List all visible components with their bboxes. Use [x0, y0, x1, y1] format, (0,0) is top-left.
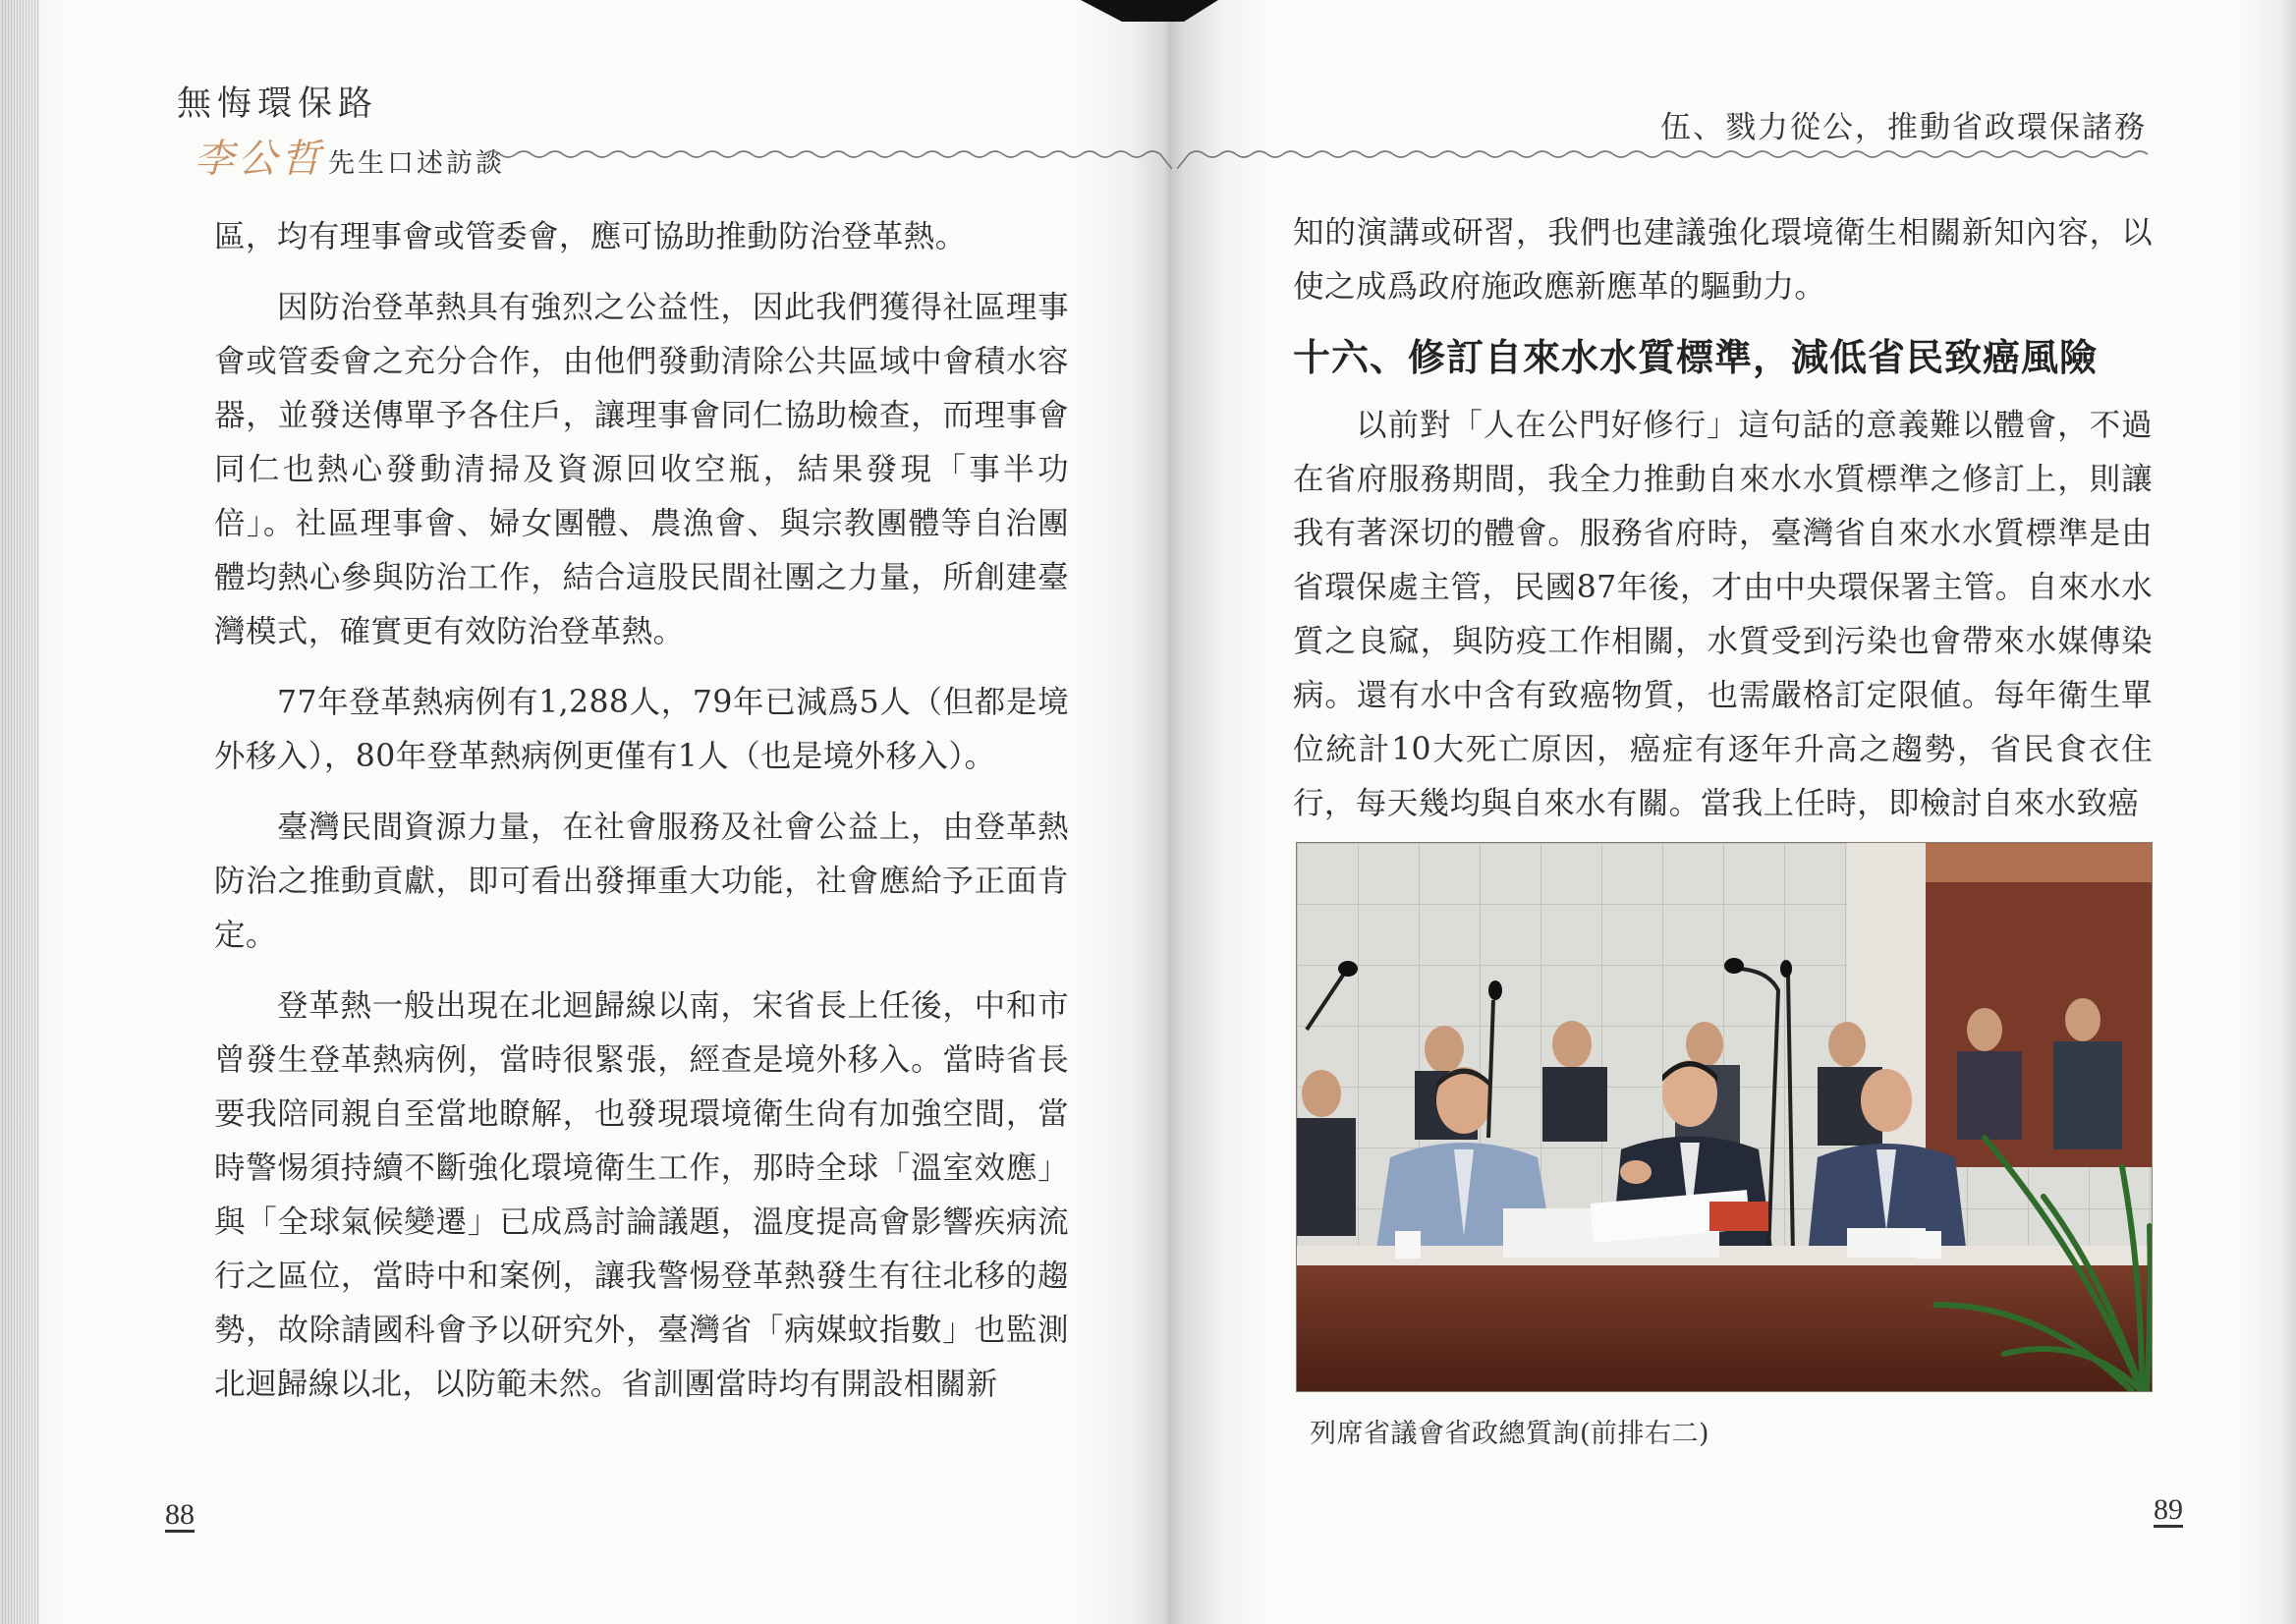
calligraphy-name: 李公哲: [195, 137, 324, 182]
paragraph: 登革熱一般出現在北迴歸線以南，宋省長上任後，中和市曾發生登革熱病例，當時很緊張，經查是境外移入。當時省長要我陪同親自至當地瞭解，也發現環境衛生尙有加強空間，當時警惕須持續不斷強化環境衛生工作，那時全球「溫室效應」與「全球氣候變遷」已成爲討論議題，溫度提高會影響疾病流行之區位，當時中和案例，讓我警惕登革熱發生有往北移的趨勢，故除請國科會予以研究外，臺灣省「病媒蚊指數」也監測北迴歸線以北，以防範未然。省訓團當時均有開設相關新: [214, 988, 1069, 1402]
meeting-photo-illustration: [1297, 843, 2152, 1391]
paragraph: 77年登革熱病例有1,288人，79年已減爲5人（但都是境外移入），80年登革熱病例更僅有1人（也是境外移入）。: [214, 685, 1069, 774]
header-wave-rule-left: [484, 140, 1172, 169]
continued-paragraph: 知的演講或研習，我們也建議強化環境衛生相關新知內容，以使之成爲政府施政應新應革的驅動力。: [1293, 215, 2153, 305]
meeting-photo: [1297, 843, 2152, 1391]
right-text-column: [1293, 206, 2153, 831]
book-subtitle: [195, 128, 505, 184]
paragraph: 區，均有理事會或管委會，應可協助推動防治登革熱。: [214, 219, 967, 254]
paragraph: 臺灣民間資源力量，在社會服務及社會公益上，由登革熱防治之推動貢獻，即可看出發揮重大功能，社會應給予正面肯定。: [214, 810, 1069, 953]
page-number-right: 89: [2154, 1493, 2183, 1526]
section-heading: 十六、修訂自來水水質標準，減低省民致癌風險: [1293, 336, 2099, 379]
photo-caption: 列席省議會省政總質詢(前排右二): [1310, 1419, 1710, 1449]
page-edges: [0, 0, 39, 1624]
book-title: 無悔環保路: [177, 84, 379, 124]
paragraph: 因防治登革熱具有強烈之公益性，因此我們獲得社區理事會或管委會之充分合作，由他們發動清除公共區域中會積水容器，並發送傳單予各住戶，讓理事會同仁協助檢查，而理事會同仁也熱心發動清掃及資源回收空瓶，結果發現「事半功倍」。社區理事會、婦女團體、農漁會、與宗教團體等自治團體均熱心參與防治工作，結合這股民間社團之力量，所創建臺灣模式，確實更有效防治登革熱。: [214, 290, 1069, 649]
subtitle-rest: 先生口述訪談: [328, 148, 505, 179]
chapter-title: 伍、戮力從公，推動省政環保諸務: [1660, 110, 2147, 145]
left-text-column: [214, 210, 1069, 1412]
page-number-left: 88: [165, 1498, 195, 1531]
paragraph: 以前對「人在公門好修行」這句話的意義難以體會，不過在省府服務期間，我全力推動自來水水質標準之修訂上，則讓我有著深切的體會。服務省府時，臺灣省自來水水質標準是由省環保處主管，民國87年後，才由中央環保署主管。自來水水質之良窳，與防疫工作相關，水質受到污染也會帶來水媒傳染病。還有水中含有致癌物質，也需嚴格訂定限値。每年衛生單位統計10大死亡原因，癌症有逐年升高之趨勢，省民食衣住行，每天幾均與自來水有關。當我上任時，即檢討自來水致癌: [1293, 408, 2153, 821]
